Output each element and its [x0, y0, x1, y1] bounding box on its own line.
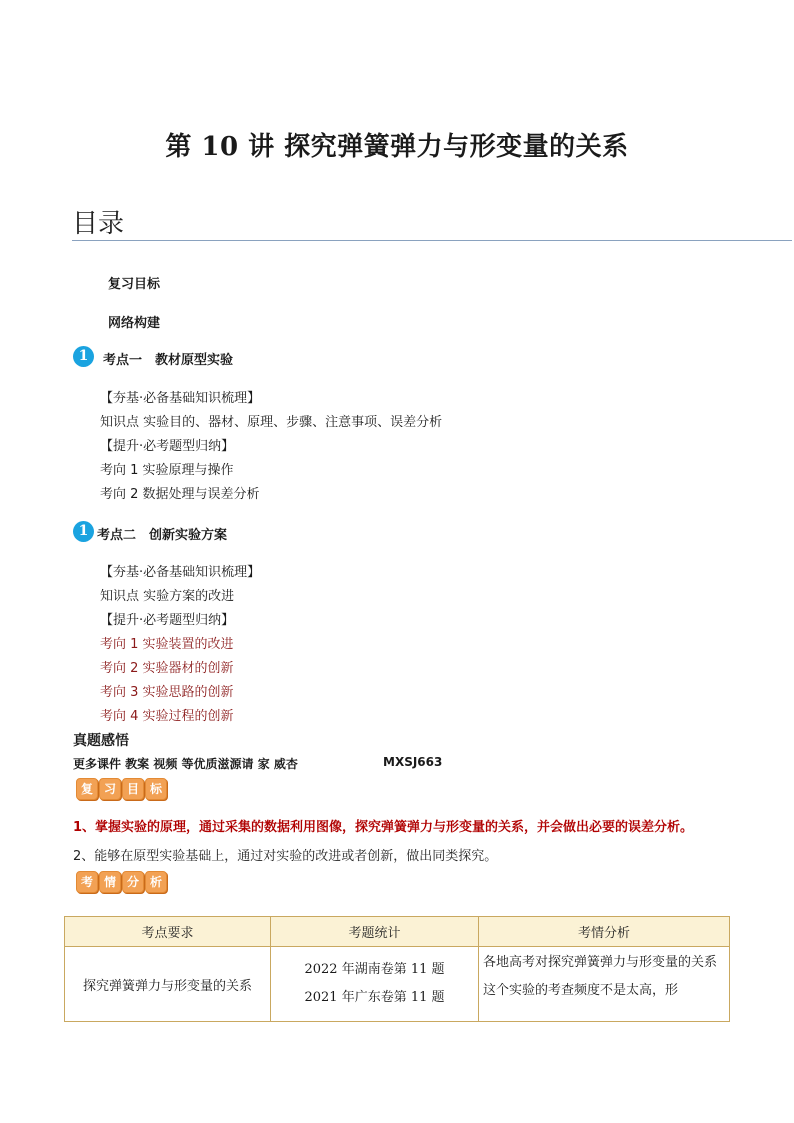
- stat-line: 2021 年广东卷第 11 题: [304, 990, 445, 1005]
- badge-char: 分: [122, 871, 144, 893]
- goal-1: 1、掌握实验的原理，通过采集的数据利用图像，探究弹簧弹力与形变量的关系，并会做出必要的误差分析。: [73, 820, 694, 835]
- toc-kp2-sub1-item[interactable]: 知识点 实验方案的改进: [100, 589, 235, 604]
- toc-kp2[interactable]: 考点二 创新实验方案: [97, 528, 228, 543]
- analysis-text: 各地高考对探究弹簧弹力与形变量的关系这个实验的考查频度不是太高，形: [483, 955, 718, 998]
- toc-review-goals[interactable]: 复习目标: [108, 277, 161, 292]
- table-header: 考情分析: [479, 917, 730, 947]
- toc-heading: 目录: [72, 209, 125, 239]
- badge-char: 析: [145, 871, 167, 893]
- kp1-number-icon: 1: [73, 346, 94, 367]
- badge-char: 习: [99, 778, 121, 800]
- badge-char: 标: [145, 778, 167, 800]
- toc-kp2-item[interactable]: 考向 4 实验过程的创新: [100, 709, 234, 724]
- toc-real-exam[interactable]: 真题感悟: [73, 733, 129, 749]
- badge-char: 考: [76, 871, 98, 893]
- badge-char: 情: [99, 871, 121, 893]
- exam-analysis-table: [64, 916, 730, 1022]
- badge-char: 复: [76, 778, 98, 800]
- toc-kp1-sub1-item[interactable]: 知识点 实验目的、器材、原理、步骤、注意事项、误差分析: [100, 415, 443, 430]
- toc-kp1-sub1[interactable]: 【夯基·必备基础知识梳理】: [100, 391, 261, 406]
- kp2-number-icon: 1: [73, 521, 94, 542]
- exam-analysis-badge-icon: [76, 871, 167, 893]
- toc-kp2-item[interactable]: 考向 3 实验思路的创新: [100, 685, 234, 700]
- toc-kp2-sub1[interactable]: 【夯基·必备基础知识梳理】: [100, 565, 261, 580]
- goal-2: 2、能够在原型实验基础上，通过对实验的改进或者创新，做出同类探究。: [73, 849, 498, 864]
- review-goals-badge-icon: [76, 778, 167, 800]
- toc-divider: [72, 240, 792, 241]
- toc-kp1[interactable]: 考点一 教材原型实验: [103, 353, 234, 368]
- toc-network[interactable]: 网络构建: [108, 316, 161, 331]
- toc-kp1-sub2[interactable]: 【提升·必考题型归纳】: [100, 439, 235, 454]
- toc-kp2-item[interactable]: 考向 1 实验装置的改进: [100, 637, 234, 652]
- toc-kp2-item[interactable]: 考向 2 实验器材的创新: [100, 661, 234, 676]
- badge-char: 目: [122, 778, 144, 800]
- stat-line: 2022 年湖南卷第 11 题: [304, 962, 445, 977]
- toc-kp1-item[interactable]: 考向 2 数据处理与误差分析: [100, 487, 260, 502]
- table-header: 考点要求: [65, 917, 271, 947]
- toc-kp1-item[interactable]: 考向 1 实验原理与操作: [100, 463, 234, 478]
- table-cell-stats: [271, 947, 479, 1022]
- table-header: 考题统计: [271, 917, 479, 947]
- promo-text: 更多课件 教案 视频 等优质滋源请 家 威杏: [73, 757, 298, 771]
- toc-kp2-sub2[interactable]: 【提升·必考题型归纳】: [100, 613, 235, 628]
- document-title: 第 10 讲 探究弹簧弹力与形变量的关系: [165, 132, 629, 162]
- table-cell-analysis: [479, 947, 730, 1022]
- promo-code: MXSJ663: [383, 755, 443, 769]
- table-cell-requirement: 探究弹簧弹力与形变量的关系: [65, 947, 271, 1022]
